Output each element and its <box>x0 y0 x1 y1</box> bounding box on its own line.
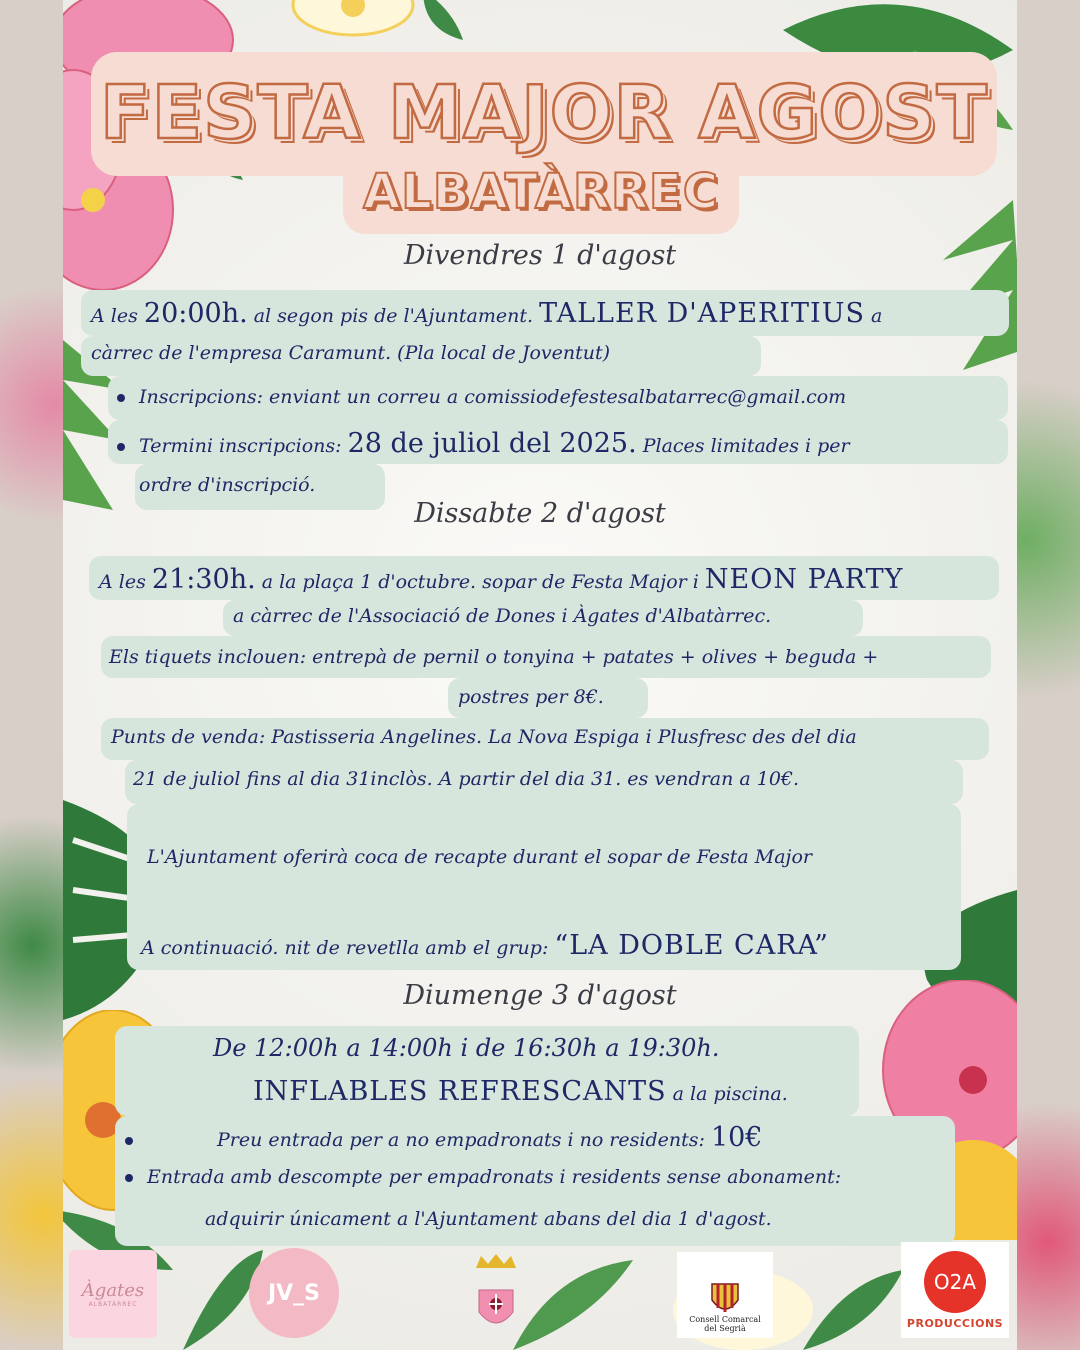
day2-sale2: 21 de juliol fins al dia 31inclòs. A partir del dia 31. es vendran a 10€. <box>133 768 800 790</box>
day3-bullet2-cont: adquirir únicament a l'Ajuntament abans del dia 1 d'agost. <box>205 1208 772 1230</box>
day1-bullet1 <box>117 388 846 407</box>
day3-bullet1-text: Preu entrada per a no empadronats i no residents: <box>217 1129 705 1151</box>
day2-event-name: NEON PARTY <box>704 564 904 595</box>
day2-time: 21:30h. <box>151 564 256 595</box>
day2-band <box>141 932 829 959</box>
day2-line1-pre: A les <box>99 571 146 593</box>
day1-bullet2 <box>117 430 850 457</box>
day1-time: 20:00h. <box>143 298 248 329</box>
o2a-label: PRODUCCIONS <box>906 1316 1004 1330</box>
town-coat-of-arms-icon <box>471 1250 521 1338</box>
day3-hours: De 12:00h a 14:00h i de 16:30h a 19:30h. <box>213 1034 720 1062</box>
top-plumeria-icon <box>273 0 473 50</box>
day2-location: a la plaça 1 d'octubre. sopar de Festa Major i <box>261 571 699 593</box>
day1-deadline: 28 de juliol del 2025. <box>347 428 637 459</box>
day2-tickets2: postres per 8€. <box>458 686 604 708</box>
bullet-icon <box>125 1137 133 1145</box>
jvs-logo: JV_S <box>249 1248 339 1338</box>
day1-line1-post: a <box>871 305 883 327</box>
day3-price: 10€ <box>710 1122 763 1153</box>
day2-band-pre: A continuació. nit de revetlla amb el grup: <box>141 937 549 959</box>
poster-subtitle: ALBATÀRREC <box>363 164 719 220</box>
day2-heading: Dissabte 2 d'agost <box>414 498 666 529</box>
consell-shield-icon <box>710 1280 740 1316</box>
day1-bullet2-cont: ordre d'inscripció. <box>139 474 316 496</box>
day3-line2 <box>253 1078 788 1105</box>
day2-tickets1: Els tiquets inclouen: entrepà de pernil o tonyina + patates + olives + beguda + <box>109 646 879 668</box>
day1-bullet1-text: Inscripcions: enviant un correu a comissiodefestesalbatarrec@gmail.com <box>139 386 847 408</box>
bullet-icon <box>117 394 125 402</box>
consell-line2: del Segrià <box>704 1324 746 1334</box>
agates-logo <box>69 1250 157 1338</box>
day1-line2: càrrec de l'empresa Caramunt. (Pla local de Joventut) <box>91 342 611 364</box>
event-poster <box>63 0 1017 1350</box>
agates-logo-sub: ALBATÀRREC <box>88 1301 138 1308</box>
day2-coca: L'Ajuntament oferirà coca de recapte durant el sopar de Festa Major <box>147 846 812 868</box>
day2-sale1: Punts de venda: Pastisseria Angelines. La Nova Espiga i Plusfresc des del dia <box>111 726 857 748</box>
day3-heading: Diumenge 3 d'agost <box>403 980 677 1011</box>
day1-heading: Divendres 1 d'agost <box>403 240 677 271</box>
day2-line2: a càrrec de l'Associació de Dones i Àgates d'Albatàrrec. <box>233 605 772 627</box>
bullet-icon <box>117 443 125 451</box>
day1-event-name: TALLER D'APERITIUS <box>539 298 865 329</box>
day3-bullet2-text: Entrada amb descompte per empadronats i residents sense abonament: <box>147 1166 842 1188</box>
o2a-mark: O2A <box>924 1251 986 1313</box>
day2-line1 <box>99 566 903 593</box>
day1-line1 <box>91 300 882 327</box>
consell-comarcal-logo <box>677 1252 773 1338</box>
o2a-producer-logo <box>901 1242 1009 1338</box>
day3-bullet1 <box>125 1124 763 1151</box>
day3-bullet2 <box>125 1168 841 1187</box>
day1-location: al segon pis de l'Ajuntament. <box>253 305 534 327</box>
poster-title: FESTA MAJOR AGOST <box>100 70 988 156</box>
day1-bullet2-post: Places limitades i per <box>642 435 850 457</box>
day1-line1-pre: A les <box>91 305 138 327</box>
consell-line1: Consell Comarcal <box>689 1315 761 1325</box>
bullet-icon <box>125 1174 133 1182</box>
day1-bullet2-pre: Termini inscripcions: <box>139 435 342 457</box>
day3-event-name: INFLABLES REFRESCANTS <box>253 1076 667 1107</box>
day2-band-name: “LA DOBLE CARA” <box>554 930 829 961</box>
day3-location: a la piscina. <box>672 1083 788 1105</box>
agates-logo-name: Àgates <box>81 1280 145 1301</box>
